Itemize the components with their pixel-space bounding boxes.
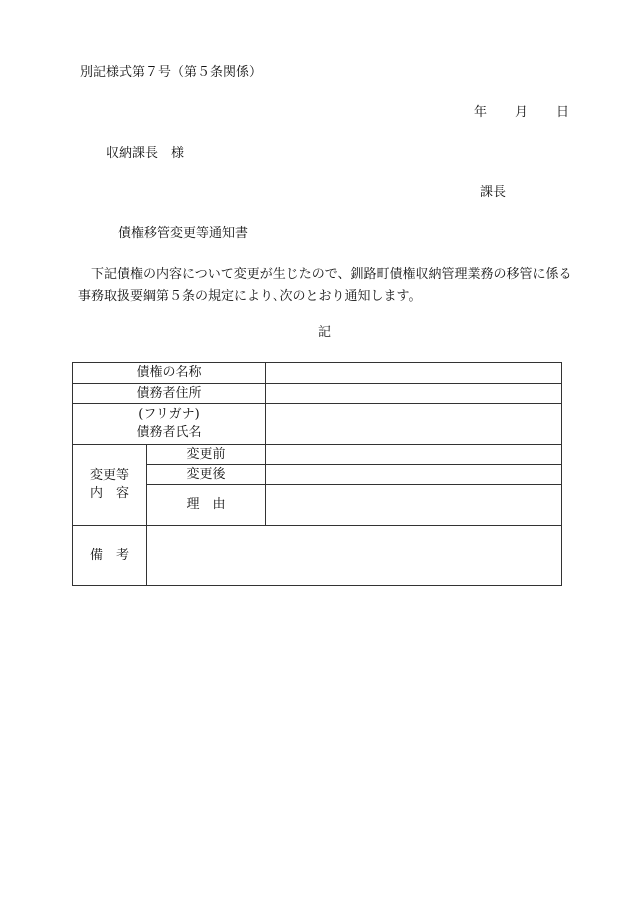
sender: 課長 [480,185,507,200]
date-day-label: 日 [556,105,570,120]
notification-table [72,362,562,586]
remarks-field[interactable] [147,526,562,586]
body-text: 下記債権の内容について変更が生じたので、釧路町債権収納管理業務の移管に係る事務取扱要綱第５条の規定により､次のとおり通知します。 [78,267,572,304]
after-label: 変更後 [147,465,266,485]
debtor-name-row [73,404,562,445]
reason-field[interactable] [266,485,562,526]
recipient: 収納課長 様 [106,146,185,161]
change-label-line1: 変更等 [89,468,129,484]
debtor-address-field[interactable] [266,384,562,404]
debtor-address-row [73,384,562,404]
after-field[interactable] [266,465,562,485]
debtor-name-label [73,404,266,445]
change-content-label [73,445,147,526]
reason-label: 理 由 [147,485,266,526]
change-after-row [73,465,562,485]
remarks-row [73,526,562,586]
claim-name-label: 債権の名称 [73,363,266,384]
date-month-label: 月 [515,105,529,120]
form-number: 別記様式第７号（第５条関係） [80,65,263,80]
before-field[interactable] [266,445,562,465]
debtor-name-text: 債務者氏名 [136,425,202,440]
before-label: 変更前 [147,445,266,465]
ki-heading: 記 [318,325,332,340]
claim-name-row [73,363,562,384]
debtor-furigana-label: (フリガナ) [138,407,200,423]
document-title: 債権移管変更等通知書 [118,226,249,241]
claim-name-field[interactable] [266,363,562,384]
remarks-label: 備 考 [73,526,147,586]
body-paragraph [78,264,578,308]
reason-row [73,485,562,526]
change-before-row [73,445,562,465]
change-label-line2: 内 容 [89,486,129,501]
debtor-name-field[interactable] [266,404,562,445]
debtor-address-label: 債務者住所 [73,384,266,404]
date-year-label: 年 [474,105,488,120]
date-line [474,106,569,119]
